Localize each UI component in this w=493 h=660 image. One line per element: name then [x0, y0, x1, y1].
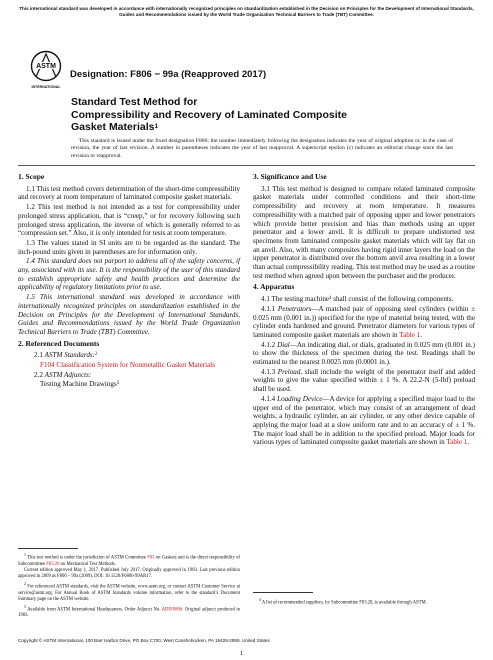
fn4-text: A list of recommended suppliers, by Subcommittee F03.20, is available through ASTM.: [260, 600, 427, 606]
para-4-1-3: [253, 368, 475, 394]
dial-term: Dial: [277, 340, 290, 349]
ref-2-1-title: ASTM Standards:: [44, 351, 96, 360]
ref-2-2: [18, 371, 240, 380]
para-4-1-1-label: 4.1.1: [261, 304, 278, 313]
footnote-3: [18, 604, 240, 620]
ref-adjunct: [18, 380, 240, 389]
footnotes-right: [253, 597, 475, 607]
table-1-link[interactable]: Table 1: [399, 330, 421, 339]
para-3-1: 3.1 This test method is designed to compare related laminated composite gasket materials under controlled conditions and their short-time compressibility and recovery at room temperature. It measures compressibility with a matched pair of opposing upper and lower penetrators which provide better precision and bias than methods using an upper penetrator and a lower anvil. It is difficult to prepare undistorted test specimens from laminated composite gasket materials which will lay flat on an anvil. Also, with many composites having rigid inner layers the load on the upper penetrator is distributed over the bottom anvil area resulting in a lower than actual compressibility reading. This test method may be used as a routine test method when agreed upon between the purchaser and the producer.: [253, 184, 475, 280]
footnote-4: [253, 597, 475, 607]
title-footnote-mark: 1: [154, 123, 159, 130]
footnote-divider-right: [253, 592, 313, 593]
f03-link[interactable]: F03: [147, 555, 155, 561]
para-1-2: 1.2 This test method is not intended as a test for compressibility under prolonged stress application, that is “creep,” or for recovery following such prolonged stress application, the inverse of which is generally referred to as “compression set.” Also, it is only intended for tests at room temperature.: [18, 203, 240, 238]
footnote-divider-left: [18, 548, 78, 549]
document-title: [71, 96, 391, 134]
para-4-1-4-label: 4.1.4: [261, 394, 278, 403]
footnotes-left: [18, 552, 240, 620]
f104-title[interactable]: Classification System for Nonmetallic Gasket Materials: [54, 361, 215, 370]
footnote-2: [18, 581, 240, 603]
copyright-line: Copyright © ASTM International, 100 Barr Harbor Drive, PO Box C700, West Conshohocken, PA 19428-2959. United States: [18, 638, 270, 643]
adjunct-title: Testing Machine Drawings: [40, 380, 117, 389]
f104-link[interactable]: F104: [40, 361, 55, 370]
f0320-link[interactable]: F03.20: [46, 561, 60, 567]
left-column: [18, 170, 240, 390]
para-4-1-3-label: 4.1.3: [261, 367, 278, 376]
para-4-1-2: [253, 341, 475, 367]
title-line-2: Compressibility and Recovery of Laminated Composite: [71, 108, 347, 121]
para-4-1-2-text: —An indicating dial, or dials, graduated in 0.025 mm (0.001 in.) to show the thickness of the specimen during the test. Readings shall be estimated to the nearest 0.0025 mm (0.0001 in.).: [253, 340, 475, 367]
adjunct-mark: 3: [116, 381, 120, 387]
astm-logo: [30, 50, 62, 94]
preload-term: Preload: [277, 367, 301, 376]
para-4-1-rest: shall consist of the following components.: [331, 295, 454, 304]
apparatus-heading: 4. Apparatus: [253, 282, 295, 292]
fn4-mark: 4: [259, 598, 261, 602]
title-line-1: Standard Test Method for: [71, 96, 198, 108]
loading-device-term: Loading Device: [277, 394, 323, 403]
para-4-1: [253, 295, 475, 304]
title-line-3: Gasket Materials: [71, 121, 155, 133]
para-4-1-4: [253, 395, 475, 447]
para-4-1-4-end: .: [467, 438, 470, 447]
para-4-1-1: [253, 305, 475, 340]
header-divider: [18, 165, 475, 166]
fn1-mark: 1: [24, 553, 26, 557]
ref-2-1-mark: 2: [95, 352, 98, 358]
para-1-1: 1.1 This test method covers determination of the short-time compressibility and recovery at room temperature of laminated composite gasket materials.: [18, 184, 240, 202]
fn1-b: on Gaskets and is the direct responsibility of Subcommittee: [18, 555, 240, 567]
table-1-link-2[interactable]: Table 1: [446, 438, 468, 447]
ref-f104: [18, 361, 240, 370]
para-4-1-text: 4.1 The testing machine: [261, 295, 330, 304]
references-heading: 2. Referenced Documents: [18, 338, 100, 348]
fn3-mark: 3: [24, 604, 26, 609]
fn3-a: Available from ASTM International Headquarters. Order Adjunct No.: [25, 607, 162, 613]
tbt-notice: This international standard was developed in accordance with internationally recognized principles on standardization established in the Decision on Principles for the Development of International Standards, Guides and Recommendations issued by the World Trade Organization Technical Barriers to Trade (TBT) Committee.: [19, 6, 474, 17]
fn3-b: . Original adjunct produced in 1983.: [18, 607, 240, 619]
fn2-mark: 2: [24, 582, 26, 587]
footnote-1-edition: Current edition approved May 1, 2017. Published July 2017. Originally approved in 1983. Last previous edition approved in 2009 as F806 – 99a (2009). DOI: 10.1520/F0806-99AR17.: [18, 568, 240, 580]
para-1-3: 1.3 The values stated in SI units are to be regarded as the standard. The inch-pound units given in parentheses are for information only.: [18, 238, 240, 256]
para-4-1-1-end: .: [420, 330, 423, 339]
fn2-text: For referenced ASTM standards, visit the ASTM website, www.astm.org, or contact ASTM Customer Service at service@astm.org. For Annual Book of ASTM Standards volume information, refer to the standard’s Document Summary page on the ASTM website.: [18, 584, 240, 602]
logo-brand-text: ASTM: [36, 63, 56, 70]
ref-2-2-title: ASTM Adjuncts:: [44, 370, 92, 379]
para-4-1-2-label: 4.1.2: [261, 340, 278, 349]
para-4-1-mark: 4: [329, 296, 332, 302]
ref-2-1-label: 2.1: [34, 351, 45, 360]
para-4-1-1-text: —A matched pair of opposing steel cylinders (within ± 0.025 mm (0.001 in.)) specified for the type of material being tested, with the cylinder ends hardened and ground. Penetrator diameters for various types of laminated composite gasket materials are shown in: [253, 304, 475, 339]
para-4-1-4-text: —A device for applying a specified major load to the upper end of the penetrator, which may consist of an arrangement of dead weights, a hydraulic cylinder, an air cylinder, or any other device capable of applying the major load at a slow uniform rate and to an accuracy of ± 1 %. The major load shall be in addition to the specified preload. Major loads for various types of laminated composite gasket materials are shown in: [253, 394, 475, 447]
page-number: 1: [240, 650, 244, 657]
fn1-a: This test method is under the jurisdiction of ASTM Committee: [25, 555, 148, 561]
ref-2-2-label: 2.2: [34, 370, 45, 379]
para-1-4: 1.4 This standard does not purport to address all of the safety concerns, if any, associated with its use. It is the responsibility of the user of this standard to establish appropriate safety and health practices and determine the applicability of regulatory limitations prior to use.: [18, 257, 240, 292]
ref-2-1: [18, 351, 240, 360]
footnote-1: [18, 552, 240, 568]
designation: Designation: F806 − 99a (Reapproved 2017): [70, 69, 267, 80]
standard-note: This standard is issued under the fixed designation F806; the number immediately following the designation indicates the year of original adoption or, in the case of revision, the year of last revision. A number in parentheses indicates the year of last reapproval. A superscript epsilon (ε) indicates an editorial change since the last revision or reapproval.: [71, 138, 453, 159]
para-4-1-3-text: , shall include the weight of the penetrator itself and added weights to give the value specified within ± 1 %. A 22.2-N (5-lbf) preload shall be used.: [253, 367, 475, 394]
adjunct-link[interactable]: ADJF0806: [161, 607, 183, 613]
logo-sub-text: INTERNATIONAL: [31, 85, 61, 89]
penetrators-term: Penetrators: [277, 304, 312, 313]
fn1-c: on Mechanical Test Methods.: [59, 561, 116, 567]
scope-heading: 1. Scope: [18, 172, 45, 181]
right-column: [253, 170, 475, 448]
significance-heading: 3. Significance and Use: [253, 172, 327, 181]
para-1-5: 1.5 This international standard was developed in accordance with internationally recognized principles on standardization established in the Decision on Principles for the Development of International Standards, Guides and Recommendations issued by the World Trade Organization Technical Barriers to Trade (TBT) Committee.: [18, 293, 240, 336]
